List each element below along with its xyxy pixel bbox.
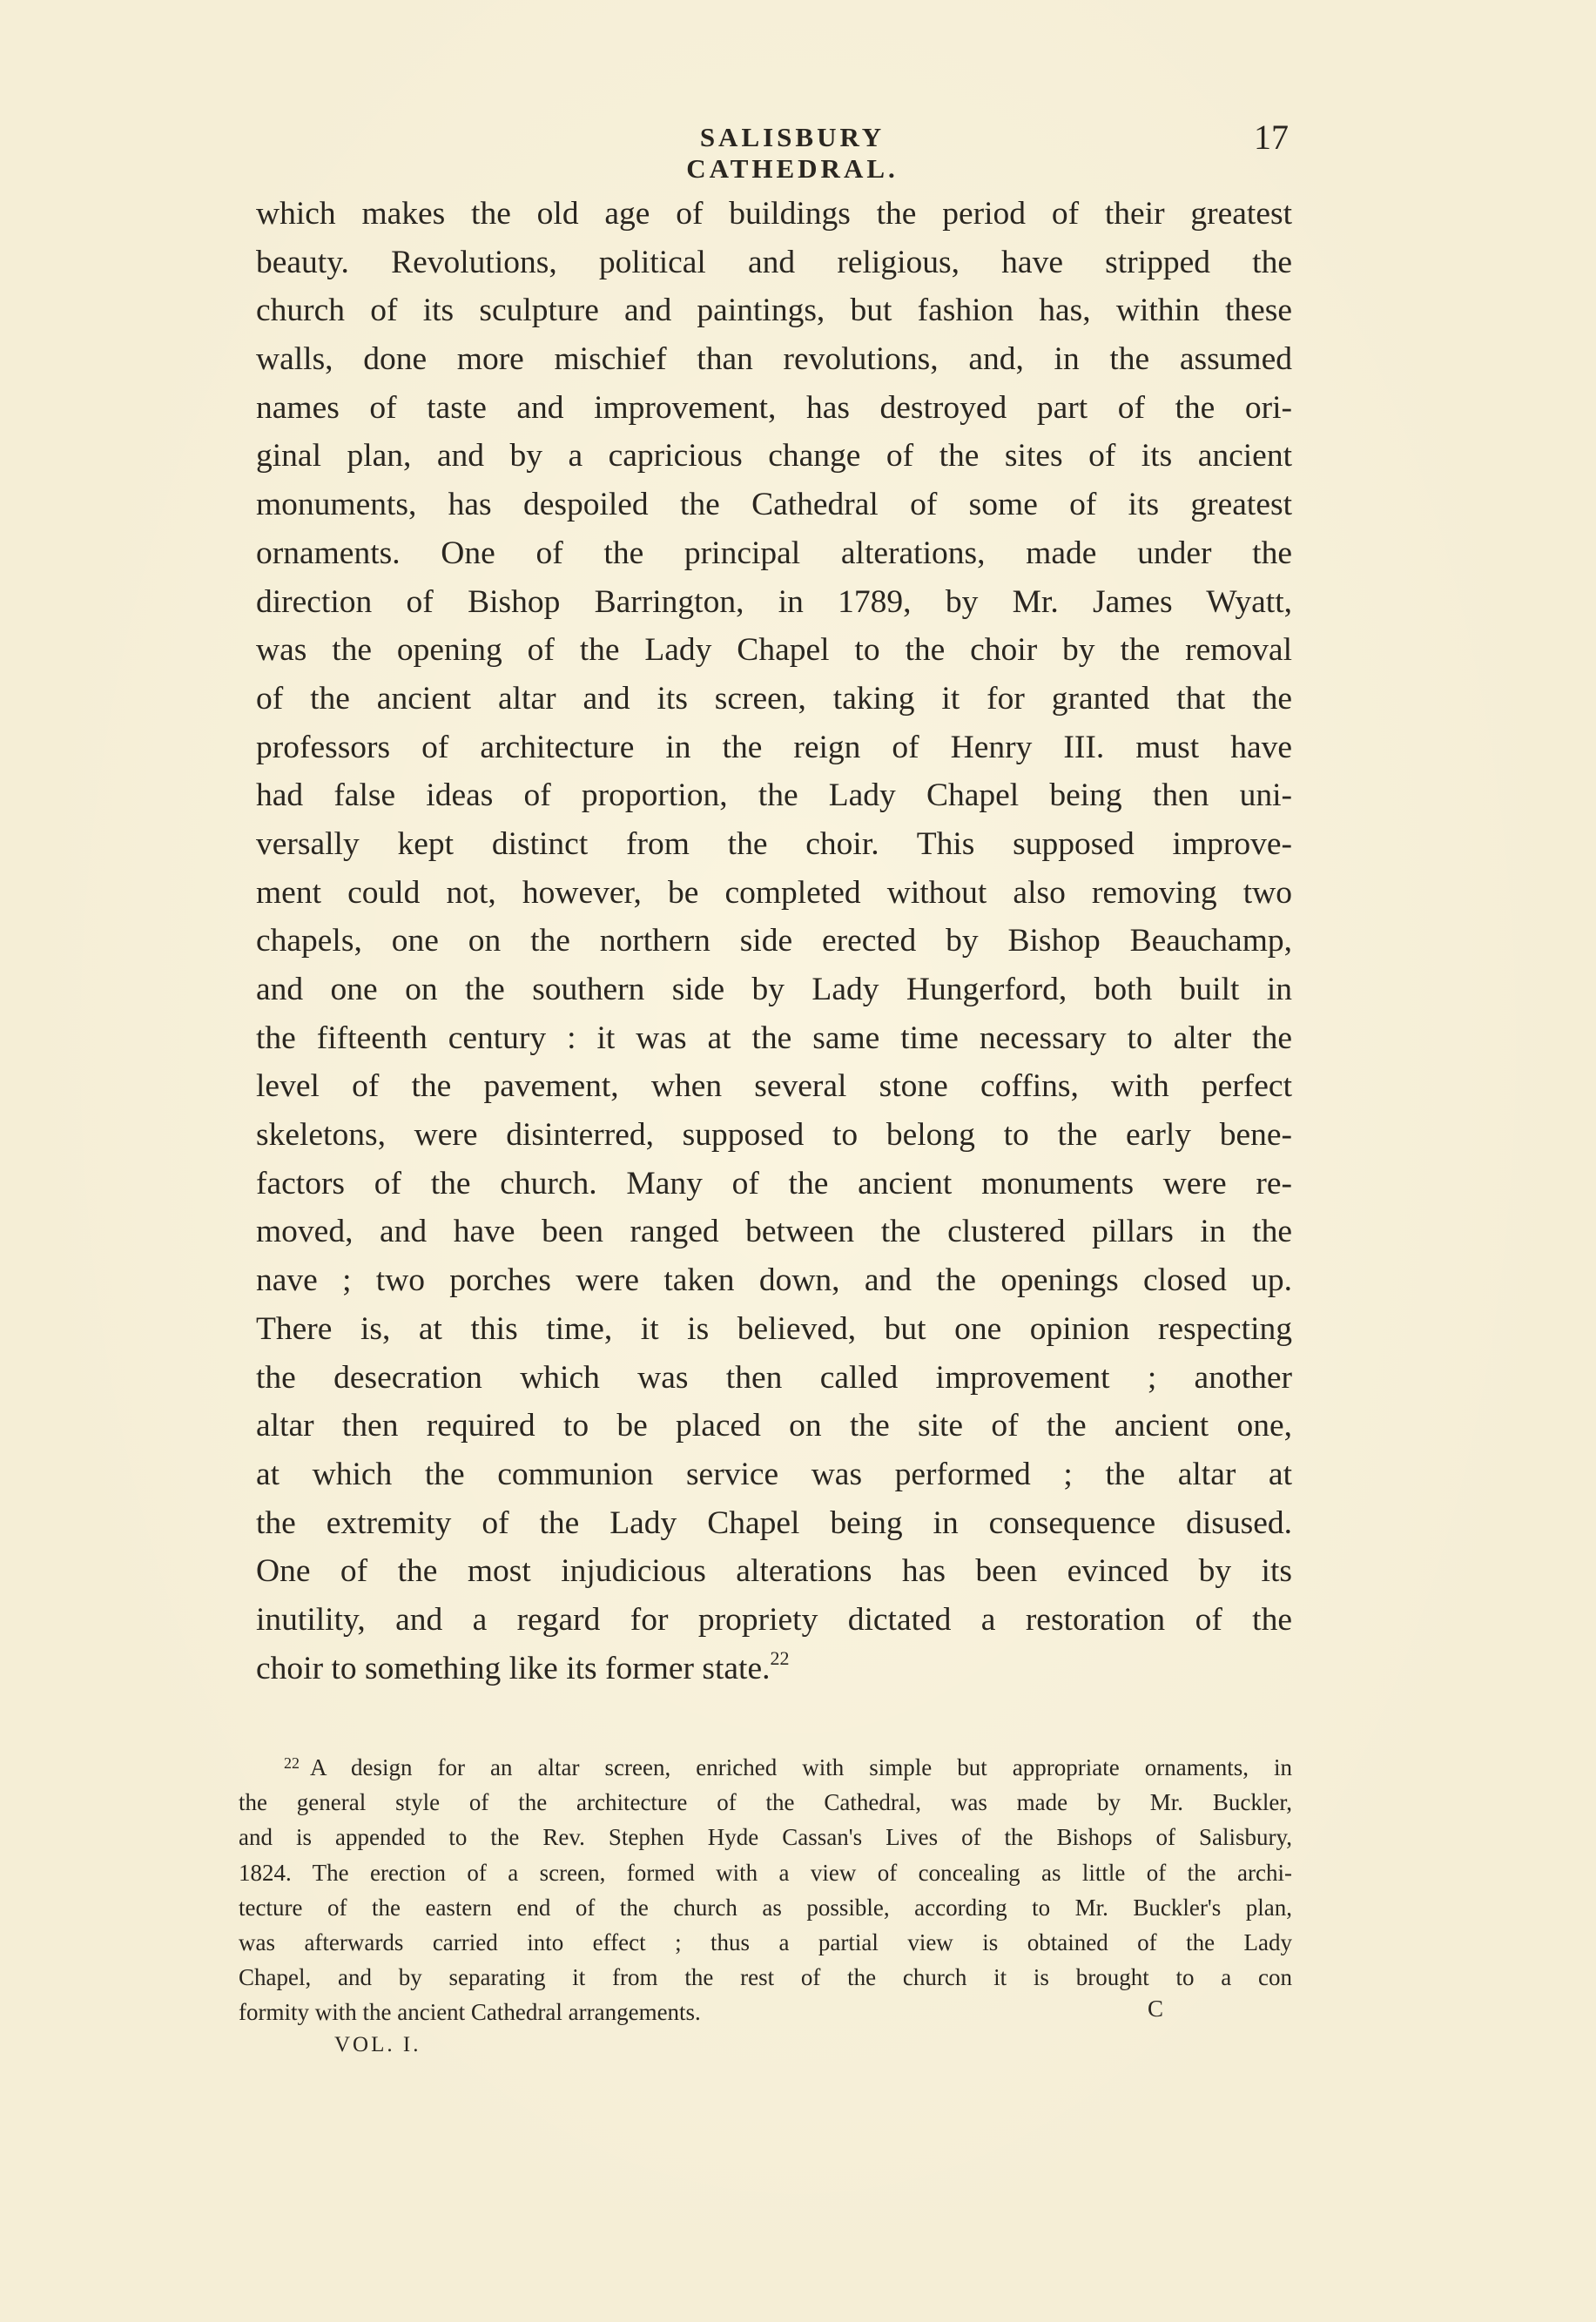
footnote-line: and is appended to the Rev. Stephen Hyde Cassan's Lives of the Bishops of Salisbury,: [239, 1824, 1292, 1851]
running-head: [0, 118, 1596, 184]
page-number: 17: [1254, 118, 1289, 157]
text-line: the fifteenth century : it was at the same time necessary to alter the: [256, 1020, 1292, 1056]
text-line: walls, done more mischief than revolutions, and, in the assumed: [256, 341, 1292, 378]
text-line: moved, and have been ranged between the clustered pillars in the: [256, 1214, 1292, 1250]
footnote: [239, 1750, 1292, 2030]
text-line-last: [256, 1645, 1292, 1693]
text-line: inutility, and a regard for propriety dictated a restoration of the: [256, 1601, 1292, 1638]
volume-mark: VOL. I.: [334, 2033, 421, 2056]
footnote-line: was afterwards carried into effect ; thus a partial view is obtained of the Lady: [239, 1928, 1292, 1955]
text-line: and one on the southern side by Lady Hungerford, both built in: [256, 972, 1292, 1007]
footnote-line: 1824. The erection of a screen, formed with a view of concealing as little of the archi-: [239, 1859, 1292, 1886]
text-line: factors of the church. Many of the ancient monuments were re-: [256, 1165, 1292, 1201]
main-text: [256, 190, 1292, 1693]
text-line: monuments, has despoiled the Cathedral of some of its greatest: [256, 487, 1292, 523]
text-line: the desecration which was then called improvement ; another: [256, 1359, 1292, 1396]
text-line: church of its sculpture and paintings, but fashion has, within these: [256, 293, 1292, 329]
text-line: altar then required to be placed on the site of the ancient one,: [256, 1408, 1292, 1444]
text-line: nave ; two porches were taken down, and the openings closed up.: [256, 1262, 1292, 1299]
footnote-marker: 22: [284, 1754, 300, 1772]
footnote-line: tecture of the eastern end of the church as possible, according to Mr. Buckler's plan,: [239, 1894, 1292, 1921]
footnote-line: [239, 1750, 1292, 1785]
text-line: ornaments. One of the principal alterations, made under the: [256, 535, 1292, 571]
text-line: skeletons, were disinterred, supposed to belong to the early bene-: [256, 1117, 1292, 1154]
text-line: the extremity of the Lady Chapel being in consequence disused.: [256, 1504, 1292, 1541]
text-line: chapels, one on the northern side erected by Bishop Beauchamp,: [256, 923, 1292, 959]
text-line: There is, at this time, it is believed, but one opinion respecting: [256, 1310, 1292, 1347]
footnote-reference[interactable]: 22: [770, 1646, 790, 1669]
text-line: had false ideas of proportion, the Lady Chapel being then uni-: [256, 777, 1292, 814]
text-line: of the ancient altar and its screen, taking it for granted that the: [256, 680, 1292, 717]
text-line: beauty. Revolutions, political and religious, have stripped the: [256, 244, 1292, 280]
text-line: One of the most injudicious alterations has been evinced by its: [256, 1553, 1292, 1590]
text-line: versally kept distinct from the choir. This supposed improve-: [256, 825, 1292, 862]
footnote-line: Chapel, and by separating it from the rest of the church it is brought to a con: [239, 1964, 1292, 1991]
text-line: level of the pavement, when several stone coffins, with perfect: [256, 1068, 1292, 1105]
running-title: SALISBURY CATHEDRAL.: [686, 122, 899, 184]
footnote-line: the general style of the architecture of the Cathedral, was made by Mr. Buckler,: [239, 1789, 1292, 1816]
text-line: names of taste and improvement, has destroyed part of the ori-: [256, 389, 1292, 426]
last-line-text: choir to something like its former state.: [256, 1650, 771, 1686]
text-line: which makes the old age of buildings the period of their greatest: [256, 196, 1292, 232]
text-line: direction of Bishop Barrington, in 1789, by Mr. James Wyatt,: [256, 583, 1292, 620]
footnote-line: formity with the ancient Cathedral arrangements.: [239, 1999, 701, 2026]
footnote-line-text: A design for an altar screen, enriched with simple but appropriate ornaments, in: [310, 1754, 1292, 1780]
signature-mark: C: [1148, 1996, 1164, 2022]
text-line: was the opening of the Lady Chapel to the choir by the removal: [256, 632, 1292, 669]
text-line: ginal plan, and by a capricious change of the sites of its ancient: [256, 438, 1292, 474]
text-line: ment could not, however, be completed without also removing two: [256, 874, 1292, 911]
text-line: at which the communion service was performed ; the altar at: [256, 1456, 1292, 1492]
text-line: professors of architecture in the reign of Henry III. must have: [256, 729, 1292, 765]
